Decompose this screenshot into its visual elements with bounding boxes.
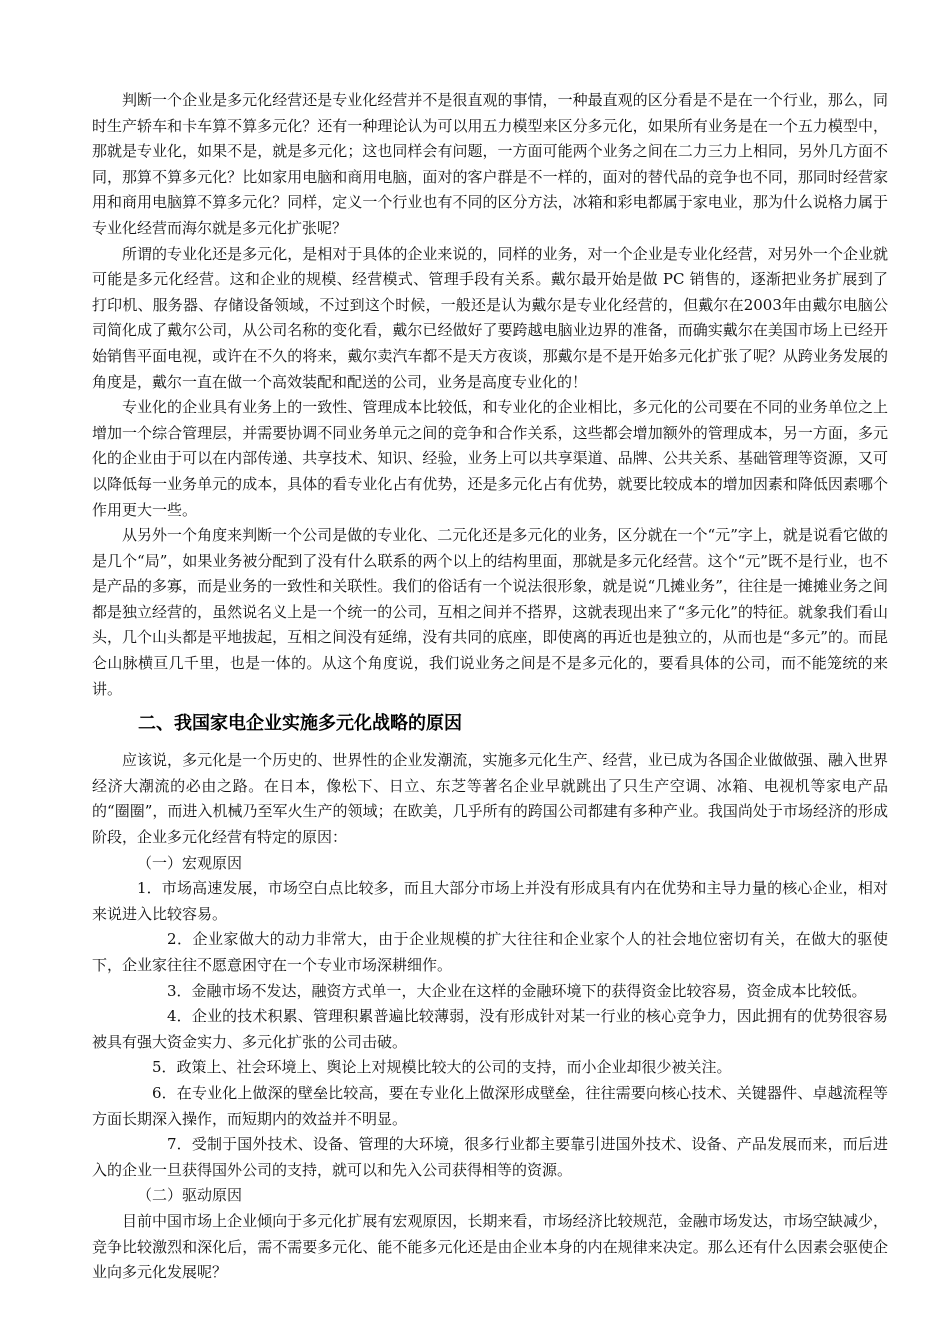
paragraph: 判断一个企业是多元化经营还是专业化经营并不是很直观的事情，一种最直观的区分看是不是在一个行业，那么，同时生产轿车和卡车算不算多元化？还有一种理论认为可以用五力模型来区分多元化，如果所有业务是在一个五力模型中，那就是专业化，如果不是，就是多元化；这也同样会有问题，一方面可能两个业务之间在二力三力上相同，另外几方面不同，那算不算多元化？比如家用电脑和商用电脑，面对的客户群是不一样的，面对的替代品的竞争也不同，那同时经营家用和商用电脑算不算多元化？同样，定义一个行业也有不同的区分方法，冰箱和彩电都属于家电业，那为什么说格力属于专业化经营而海尔就是多元化扩张呢？ xyxy=(92,91,888,237)
subheading-drive: （二）驱动原因 xyxy=(137,1186,243,1205)
macro-item: 6．在专业化上做深的壁垒比较高，要在专业化上做深形成壁垒，往往需要向核心技术、关键器件、卓越流程等方面长期深入操作，而短期内的效益并不明显。 xyxy=(92,1083,888,1128)
macro-item: 2．企业家做大的动力非常大，由于企业规模的扩大往往和企业家个人的社会地位密切有关，在做大的驱使下，企业家往往不愿意困守在一个专业市场深耕细作。 xyxy=(92,930,888,974)
section-heading: 二、我国家电企业实施多元化战略的原因 xyxy=(138,713,462,735)
macro-item: 3．金融市场不发达，融资方式单一，大企业在这样的金融环境下的获得资金比较容易，资金成本比较低。 xyxy=(167,981,867,1000)
macro-item: 7．受制于国外技术、设备、管理的大环境，很多行业都主要靠引进国外技术、设备、产品发展而来，而后进入的企业一旦获得国外公司的支持，就可以和先入公司获得相等的资源。 xyxy=(92,1135,888,1179)
paragraph: 从另外一个角度来判断一个公司是做的专业化、二元化还是多元化的业务，区分就在一个“元”字上，就是说看它做的是几个“局”，如果业务被分配到了没有什么联系的两个以上的结构里面，那就是多元化经营。这个“元”既不是行业，也不是产品的多寡，而是业务的一致性和关联性。我们的俗话有一个说法很形象，就是说“几摊业务”，往往是一摊摊业务之间都是独立经营的，虽然说名义上是一个统一的公司，互相之间并不搭界，这就表现出来了“多元化”的特征。就象我们看山头，几个山头都是平地拔起，互相之间没有延绵，没有共同的底座，即使离的再近也是独立的，从而也是“多元”的。而昆仑山脉横亘几千里，也是一体的。从这个角度说，我们说业务之间是不是多元化的，要看具体的公司，而不能笼统的来讲。 xyxy=(92,526,888,698)
intro-paragraph: 应该说，多元化是一个历史的、世界性的企业发潮流，实施多元化生产、经营，业已成为各国企业做做强、融入世界经济大潮流的必由之路。在日本，像松下、日立、东芝等著名企业早就跳出了只生产空调、冰箱、电视机等家电产品的“圈圈”，而进入机械乃至军火生产的领域；在欧美，几乎所有的跨国公司都建有多种产业。我国尚处于市场经济的形成阶段，企业多元化经营有特定的原因： xyxy=(92,751,888,847)
subheading-macro: （一）宏观原因 xyxy=(137,853,243,872)
paragraph: 专业化的企业具有业务上的一致性、管理成本比较低，和专业化的企业相比，多元化的公司要在不同的业务单位之上增加一个综合管理层，并需要协调不同业务单元之间的竞争和合作关系，这些都会增加额外的管理成本，另一方面，多元化的企业由于可以在内部传递、共享技术、知识、经验，业务上可以共享渠道、品牌、公共关系、基础管理等资源，又可以降低每一业务单元的成本，具体的看专业化占有优势，还是多元化占有优势，就要比较成本的增加因素和降低因素哪个作用更大一些。 xyxy=(92,398,888,519)
document-body xyxy=(92,88,888,1286)
macro-item: 1．市场高速发展，市场空白点比较多，而且大部分市场上并没有形成具有内在优势和主导力量的核心企业，相对来说进入比较容易。 xyxy=(92,879,888,923)
paragraph: 所谓的专业化还是多元化，是相对于具体的企业来说的，同样的业务，对一个企业是专业化经营，对另外一个企业就可能是多元化经营。这和企业的规模、经营模式、管理手段有关系。戴尔最开始是做 PC 销售的，逐渐把业务扩展到了打印机、服务器、存储设备领域，不过到这个时候，一般还是认为戴尔是专业化经营的，但戴尔在2003年由戴尔电脑公司简化成了戴尔公司，从公司名称的变化看，戴尔已经做好了要跨越电脑业边界的准备，而确实戴尔在美国市场上已经开始销售平面电视，或许在不久的将来，戴尔卖汽车都不是天方夜谈，那戴尔是不是开始多元化扩张了呢？从跨业务发展的角度是，戴尔一直在做一个高效装配和配送的公司，业务是高度专业化的！ xyxy=(92,244,888,391)
closing-paragraph: 目前中国市场上企业倾向于多元化扩展有宏观原因，长期来看，市场经济比较规范，金融市场发达，市场空缺减少，竞争比较激烈和深化后，需不需要多元化、能不能多元化还是由企业本身的内在规律来决定。那么还有什么因素会驱使企业向多元化发展呢？ xyxy=(92,1211,888,1282)
macro-item: 5．政策上、社会环境上、舆论上对规模比较大的公司的支持，而小企业却很少被关注。 xyxy=(152,1058,732,1077)
macro-item: 4．企业的技术积累、管理积累普遍比较薄弱，没有形成针对某一行业的核心竞争力，因此拥有的优势很容易被具有强大资金实力、多元化扩张的公司击破。 xyxy=(92,1007,888,1051)
